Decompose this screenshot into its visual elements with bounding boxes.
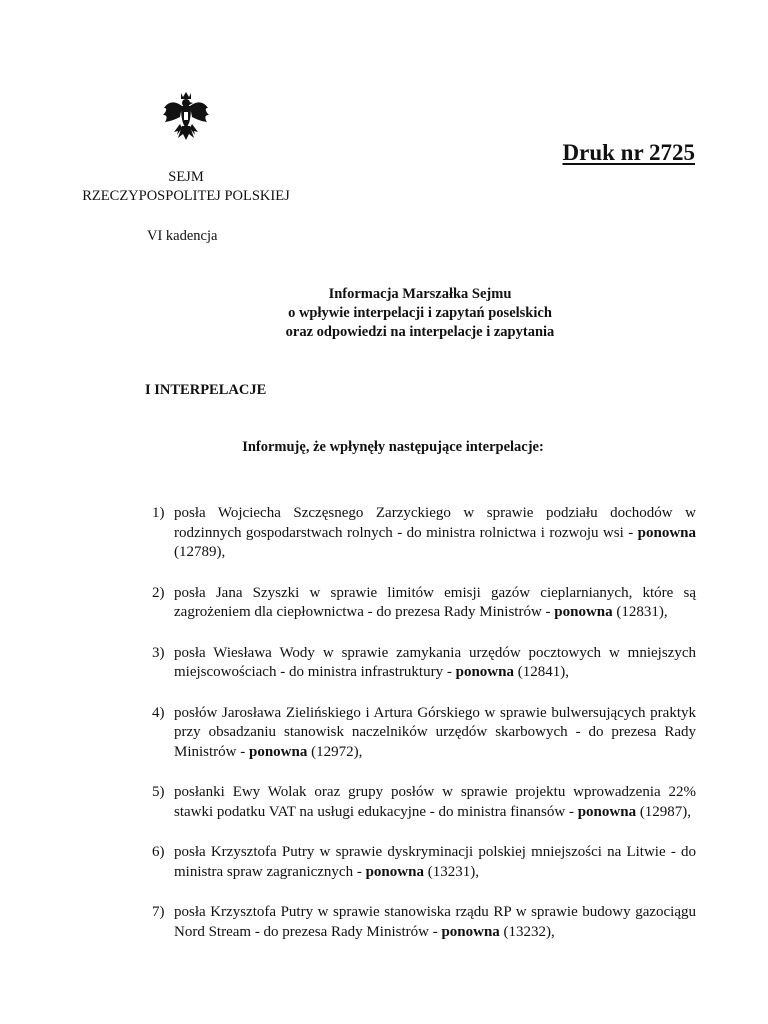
- item-tail: (12987),: [636, 803, 692, 820]
- item-status: ponowna: [577, 803, 637, 820]
- item-number: 4): [152, 704, 165, 721]
- list-item: [152, 843, 696, 882]
- title-line: o wpływie interpelacji i zapytań poselskich: [288, 305, 552, 321]
- kadencja-label: VI kadencja: [147, 228, 218, 244]
- item-tail: (12972),: [307, 743, 363, 760]
- item-tail: (12831),: [612, 604, 668, 620]
- item-number: 2): [152, 584, 165, 601]
- item-tail: (13231),: [423, 863, 479, 880]
- item-status: ponowna: [249, 743, 308, 760]
- document-title: [0, 285, 768, 342]
- item-text: posła Krzysztofa Putry w sprawie stanowiska rządu RP w sprawie budowy gazociągu Nord Stream - do prezesa Rady Ministrów -: [174, 904, 696, 940]
- item-text: posłanki Ewy Wolak oraz grupy posłów w sprawie projektu wprowadzenia 22% stawki podatku VAT na usługi edukacyjne - do ministra finansów -: [174, 784, 696, 820]
- item-status: ponowna: [637, 524, 696, 541]
- item-number: 6): [152, 844, 165, 860]
- list-item: [152, 783, 696, 822]
- list-item: [152, 644, 696, 683]
- section-heading: I INTERPELACJE: [145, 382, 267, 398]
- item-text: posła Krzysztofa Putry w sprawie dyskryminacji polskiej mniejszości na Litwie - do ministra spraw zagranicznych -: [174, 844, 696, 880]
- item-status: ponowna: [365, 863, 424, 880]
- item-tail: (12841),: [513, 664, 569, 680]
- item-tail: (12789),: [174, 544, 226, 560]
- polish-eagle-emblem-icon: [162, 90, 210, 142]
- item-number: 7): [152, 904, 165, 920]
- list-item: [152, 504, 696, 563]
- item-status: ponowna: [554, 604, 613, 620]
- item-text: posłów Jarosława Zielińskiego i Artura Górskiego w sprawie bulwersujących praktyk przy obsadzaniu stanowisk naczelników urzędów skarbowych - do prezesa Rady Ministrów -: [174, 704, 696, 760]
- title-line: oraz odpowiedzi na interpelacje i zapytania: [285, 324, 555, 340]
- list-item: [152, 903, 696, 942]
- item-number: 3): [152, 644, 165, 661]
- document-number: Druk nr 2725: [562, 140, 695, 165]
- item-status: ponowna: [441, 923, 500, 940]
- intro-text: Informuję, że wpłynęły następujące interpelacje:: [242, 439, 544, 455]
- item-text: posła Wojciecha Szczęsnego Zarzyckiego w sprawie podziału dochodów w rodzinnych gospodarstwach rolnych - do ministra rolnictwa i rozwoju wsi -: [174, 505, 696, 541]
- interpellation-list: [152, 504, 696, 963]
- title-line: Informacja Marszałka Sejmu: [328, 286, 512, 302]
- item-tail: (13232),: [499, 923, 555, 940]
- item-text: posła Wiesława Wody w sprawie zamykania urzędów pocztowych w mniejszych miejscowościach - do ministra infrastruktury -: [174, 644, 696, 680]
- header-rzeczypospolitej: RZECZYPOSPOLITEJ POLSKIEJ: [82, 188, 290, 204]
- item-status: ponowna: [455, 664, 514, 680]
- list-item: [152, 704, 696, 763]
- header-sejm: SEJM: [168, 169, 204, 185]
- item-number: 5): [152, 784, 165, 800]
- item-text: posła Jana Szyszki w sprawie limitów emisji gazów cieplarnianych, które są zagrożeniem dla ciepłownictwa - do prezesa Rady Ministrów -: [174, 584, 696, 620]
- list-item: [152, 584, 696, 623]
- item-number: 1): [152, 505, 165, 521]
